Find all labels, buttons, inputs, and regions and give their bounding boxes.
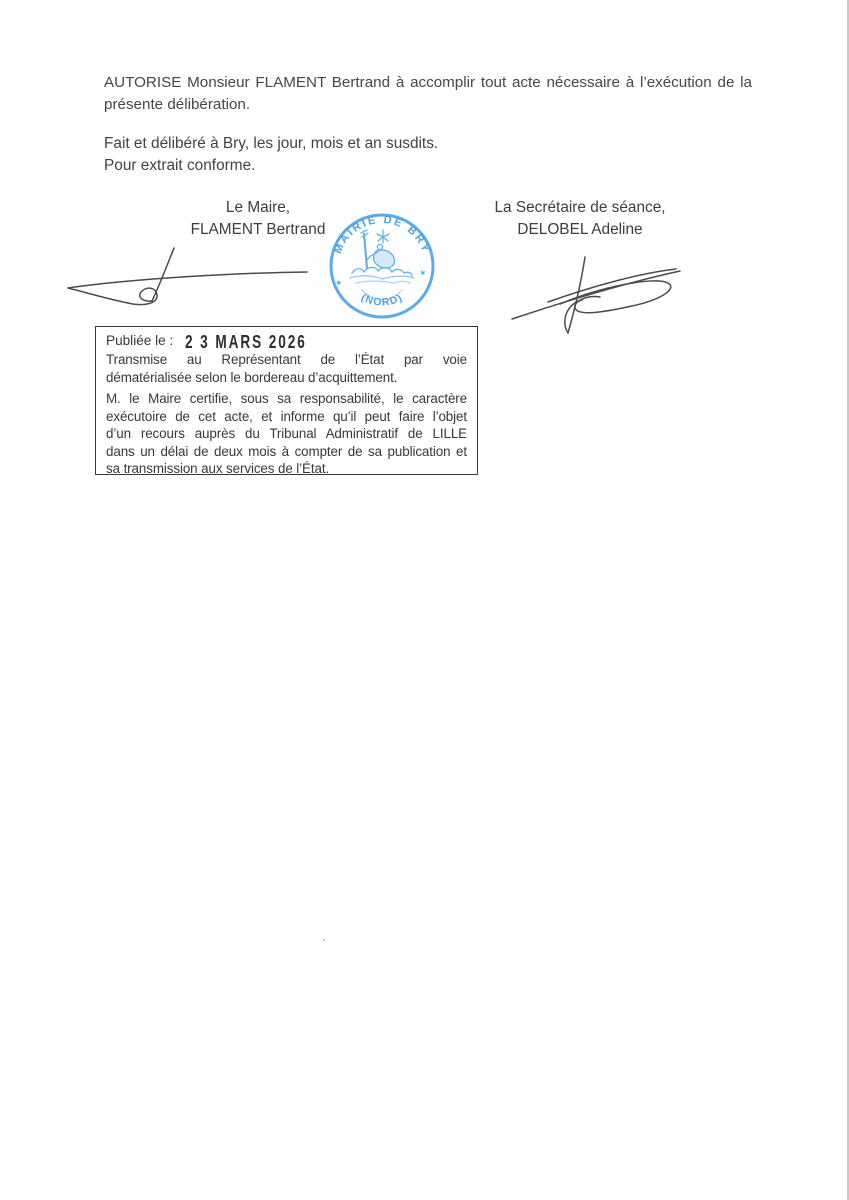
paragraph-line: d’un recours auprès du Tribunal Administratif de LILLE: [106, 426, 467, 441]
closing-paragraph: [104, 133, 754, 177]
signature-block-secretary: [478, 197, 682, 240]
paragraph-line: AUTORISE Monsieur FLAMENT Bertrand à accomplir tout acte nécessaire à l’exécution de la: [104, 74, 752, 91]
transmission-paragraph: [106, 351, 467, 386]
published-date-stamp: 2 3 MARS 2026: [185, 332, 307, 353]
signer-name: FLAMENT Bertrand: [190, 220, 326, 238]
star-icon: ✶: [419, 268, 427, 278]
paragraph-line: Pour extrait conforme.: [104, 157, 256, 174]
published-label: Publiée le :: [106, 333, 174, 348]
signer-role: La Secrétaire de séance,: [494, 199, 666, 216]
paragraph-line: M. le Maire certifie, sous sa responsabilité, le caractère: [106, 391, 467, 406]
signer-name: DELOBEL Adeline: [517, 220, 643, 238]
stamp-arc-bottom-text: (NORD): [359, 291, 405, 309]
stamp-arc-top-text: MAIRIE DE BRY: [331, 213, 433, 256]
publication-certification-box: [95, 326, 478, 475]
publication-date-row: [106, 331, 467, 353]
authorize-paragraph: [104, 72, 752, 115]
scan-speck: [323, 939, 325, 941]
signer-role: Le Maire,: [225, 199, 291, 216]
secretary-signature-icon: [512, 257, 680, 333]
paragraph-line: dématérialisée selon le bordereau d’acquittement.: [106, 369, 398, 385]
certification-paragraph: [106, 390, 467, 475]
paragraph-line: présente délibération.: [104, 95, 251, 113]
paragraph-line: dans un délai de deux mois à compter de sa publication et: [106, 443, 467, 459]
paragraph-line: sa transmission aux services de l’État.: [106, 461, 330, 475]
paragraph-line: Transmise au Représentant de l’État par voie: [106, 352, 467, 367]
paragraph-line: Fait et délibéré à Bry, les jour, mois et an susdits.: [104, 135, 439, 152]
star-icon: ✶: [335, 278, 343, 288]
paragraph-line: exécutoire de cet acte, et informe qu’il peut faire l’objet: [106, 408, 467, 424]
mayor-signature-icon: [68, 248, 307, 305]
